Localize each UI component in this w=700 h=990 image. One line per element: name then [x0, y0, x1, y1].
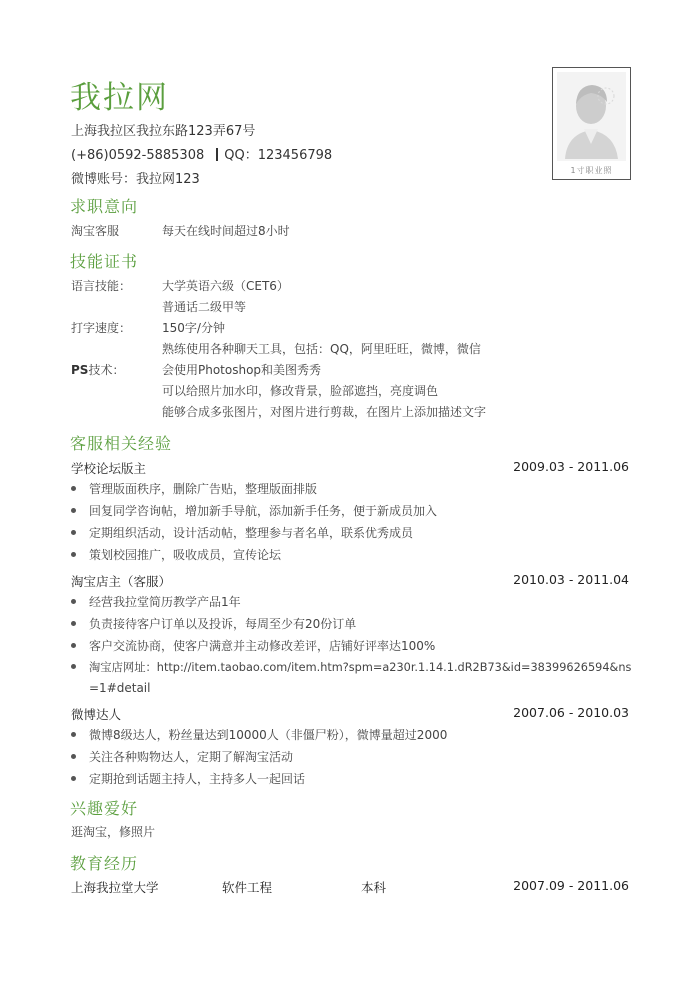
edu-school: 上海我拉堂大学 [71, 880, 159, 895]
photo-caption: 1寸职业照 [570, 166, 613, 175]
weibo-account: 微博账号：我拉网123 [71, 172, 200, 187]
ps-line: 会使用Photoshop和美图秀秀 [162, 363, 322, 377]
typing-line: 熟练使用各种聊天工具，包括：QQ，阿里旺旺，微博，微信 [162, 342, 481, 356]
job-date: 2007.06 - 2010.03 [513, 705, 629, 720]
bullet-icon [71, 552, 76, 557]
job-title: 微博达人 [71, 707, 122, 722]
intent-position: 淘宝客服 [71, 224, 120, 238]
bullet-icon [71, 732, 76, 737]
list-item: 管理版面秩序，删除广告贴，整理版面排版 [71, 480, 317, 497]
edu-degree: 本科 [361, 880, 387, 895]
language-line: 大学英语六级（CET6） [162, 279, 289, 293]
list-item: 负责接待客户订单以及投诉，每周至少有20份订单 [71, 615, 356, 632]
list-item: 定期组织活动，设计活动帖，整理参与者名单，联系优秀成员 [71, 524, 413, 541]
phone: (+86)0592-5885308 [71, 148, 205, 163]
list-item: 客户交流协商，使客户满意并主动修改差评，店铺好评率达100% [71, 637, 435, 654]
shop-url[interactable]: 淘宝店网址：http://item.taobao.com/item.htm?spm=a230r.1.14.1.dR2B73&id=38399626594&ns [89, 661, 632, 674]
ps-label [71, 361, 124, 378]
typing-label: 打字速度： [71, 321, 132, 335]
edu-date: 2007.09 - 2011.06 [513, 878, 629, 893]
list-item: 经营我拉堂简历教学产品1年 [71, 593, 241, 610]
section-title-skills: 技能证书 [70, 252, 139, 271]
list-item: 回复同学咨询帖，增加新手导航，添加新手任务，便于新成员加入 [71, 502, 437, 519]
bullet-icon [71, 643, 76, 648]
bullet-icon [71, 621, 76, 626]
list-item: 定期抢到话题主持人，主持多人一起回话 [71, 770, 305, 787]
bullet-icon [71, 599, 76, 604]
separator-bar [216, 148, 218, 161]
edu-major: 软件工程 [222, 880, 273, 895]
typing-line: 150字/分钟 [162, 321, 225, 335]
phone-qq-line [71, 144, 332, 163]
address: 上海我拉区我拉东路123弄67号 [71, 124, 256, 139]
job-title: 学校论坛版主 [71, 461, 147, 476]
list-item: 关注各种购物达人，定期了解淘宝活动 [71, 748, 293, 765]
bullet-icon [71, 486, 76, 491]
language-line: 普通话二级甲等 [162, 300, 247, 314]
id-photo-placeholder [552, 67, 631, 180]
bullet-icon [71, 754, 76, 759]
ps-label-bold: PS [71, 363, 89, 377]
candidate-name: 我拉网 [70, 80, 169, 116]
portrait-icon [557, 72, 626, 161]
qq: QQ：123456798 [224, 148, 333, 163]
section-title-education: 教育经历 [70, 854, 139, 873]
list-item: 微博8级达人，粉丝量达到10000人（非僵尸粉），微博量超过2000 [71, 726, 447, 743]
job-title: 淘宝店主（客服） [71, 574, 172, 589]
ps-label-rest: 技术： [88, 363, 125, 377]
bullet-icon [71, 530, 76, 535]
section-title-experience: 客服相关经验 [70, 434, 173, 453]
section-title-hobbies: 兴趣爱好 [70, 799, 139, 818]
intent-detail: 每天在线时间超过8小时 [162, 224, 290, 238]
hobbies-text: 逛淘宝，修照片 [71, 825, 156, 839]
bullet-icon [71, 776, 76, 781]
ps-line: 能够合成多张图片，对图片进行剪裁，在图片上添加描述文字 [162, 405, 487, 419]
bullet-icon [71, 664, 76, 669]
job-date: 2010.03 - 2011.04 [513, 572, 629, 587]
bullet-icon [71, 508, 76, 513]
list-item: 策划校园推广，吸收成员，宣传论坛 [71, 546, 281, 563]
language-label: 语言技能： [71, 279, 132, 293]
shop-url-continuation[interactable]: =1#detail [89, 681, 151, 695]
section-title-intent: 求职意向 [70, 197, 139, 216]
ps-line: 可以给照片加水印，修改背景，脸部遮挡，亮度调色 [162, 384, 439, 398]
list-item [71, 659, 631, 675]
job-date: 2009.03 - 2011.06 [513, 459, 629, 474]
